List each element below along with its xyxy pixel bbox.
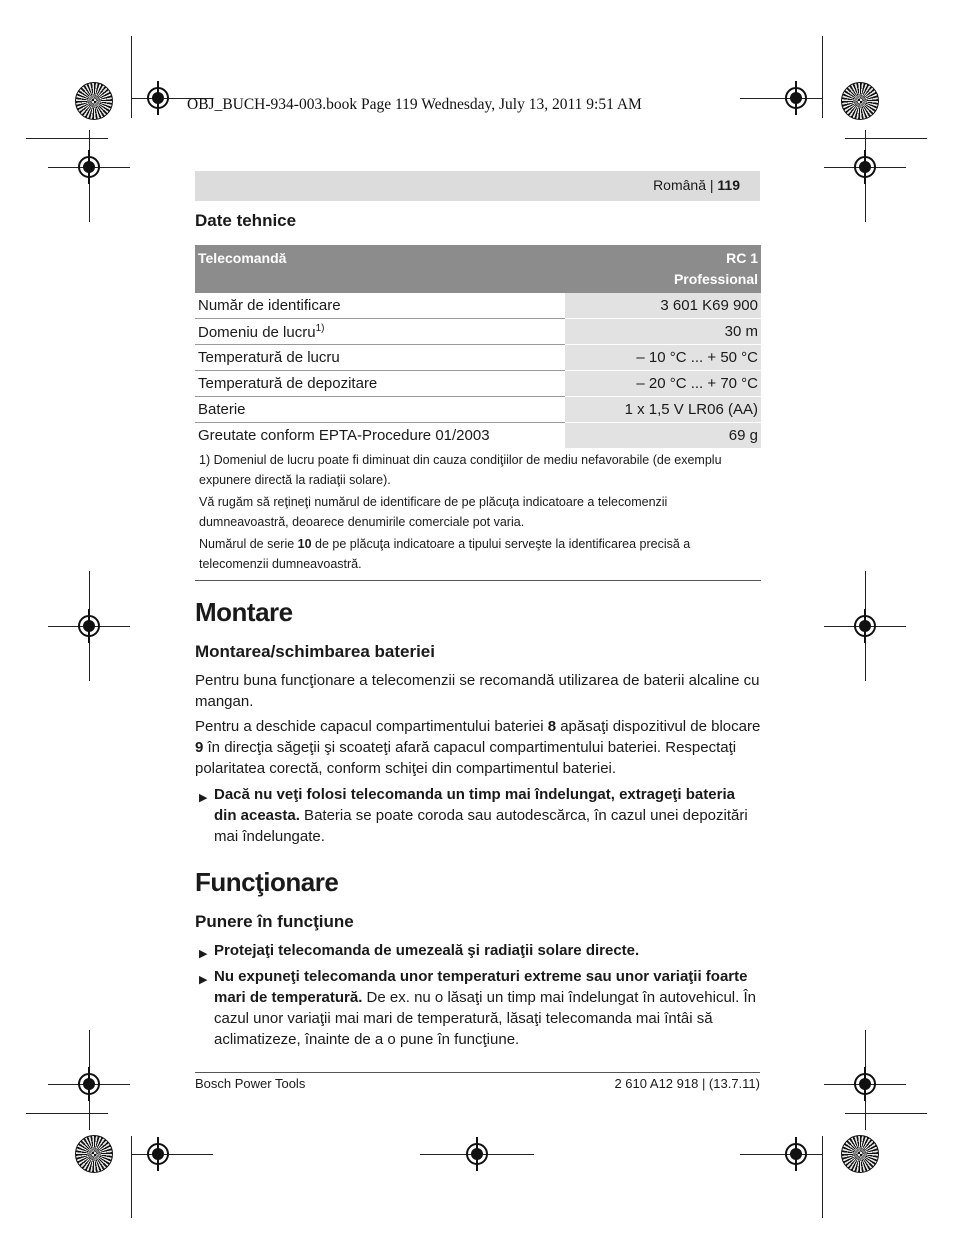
bullet-text: De ex. nu o lăsaţi un timp mai îndelungat în autovehicul. În cazul unor variaţii mai mari de temperatură, lăsaţi telecomanda mai întâi să aclimatizeze, înainte de a o pune în funcţiune. <box>214 989 756 1048</box>
crop-mark <box>131 1154 213 1155</box>
row-value: 69 g <box>565 423 761 449</box>
separator: | <box>709 177 714 193</box>
page-header <box>195 171 760 201</box>
table-notes <box>195 451 761 581</box>
table-row <box>195 319 761 345</box>
table-row <box>195 397 761 423</box>
crop-mark <box>131 1136 132 1218</box>
bullet-bold-text: Dacă nu veţi folosi telecomanda un timp mai îndelungat, extrageţi bateria din aceasta. <box>214 786 735 824</box>
model-line: Professional <box>673 271 758 287</box>
table-row <box>195 371 761 397</box>
section-heading-tech: Date tehnice <box>195 211 297 230</box>
row-label: Greutate conform EPTA-Procedure 01/2003 <box>198 427 490 444</box>
registration-mark-icon <box>854 1073 876 1095</box>
footer-brand: Bosch Power Tools <box>195 1076 306 1091</box>
note-serial: Numărul de serie 10 de pe plăcuţa indicatoare a tipului serveşte la identificarea precisă a telecomenzii dumneavoastră. <box>199 537 691 571</box>
row-value: 1 x 1,5 V LR06 (AA) <box>565 397 761 423</box>
warning-bullet <box>195 966 761 1050</box>
color-target-icon <box>75 82 113 120</box>
row-value: 30 m <box>565 319 761 345</box>
warning-bullet <box>195 940 761 961</box>
subsection-title-start: Punere în funcţiune <box>195 912 354 931</box>
row-label: Temperatură de depozitare <box>195 371 565 397</box>
row-value: – 10 °C ... + 50 °C <box>565 345 761 371</box>
paragraph: Pentru buna funcţionare a telecomenzii se recomandă utilizarea de baterii alcaline cu mangan. <box>195 672 760 710</box>
model-name: RC 1 <box>726 250 758 266</box>
row-value: 3 601 K69 900 <box>565 293 761 319</box>
subsection-title-battery: Montarea/schimbarea bateriei <box>195 642 435 661</box>
registration-mark-icon <box>466 1143 488 1165</box>
footnote-ref: 1) <box>315 322 325 334</box>
page-number: 119 <box>717 177 740 193</box>
registration-mark-icon <box>78 156 100 178</box>
row-label: Număr de identificare <box>195 293 565 319</box>
crop-mark <box>845 138 927 139</box>
bullet-arrow-icon: ▶ <box>199 792 208 804</box>
crop-mark <box>26 1113 108 1114</box>
table-row <box>195 293 761 319</box>
color-target-icon <box>75 1135 113 1173</box>
row-value: – 20 °C ... + 70 °C <box>565 371 761 397</box>
page-footer <box>195 1072 760 1091</box>
registration-mark-icon <box>78 615 100 637</box>
section-title-functionare: Funcţionare <box>195 867 339 897</box>
registration-mark-icon <box>854 615 876 637</box>
page-header-label <box>653 177 740 193</box>
table-header-label: Telecomandă <box>195 245 565 293</box>
registration-mark-icon <box>78 1073 100 1095</box>
crop-mark <box>822 1136 823 1218</box>
crop-mark <box>131 36 132 118</box>
crop-mark <box>740 98 822 99</box>
footer-doc-number: 2 610 A12 918 | (13.7.11) <box>614 1076 760 1091</box>
row-label: Temperatură de lucru <box>195 345 565 371</box>
language-label: Română <box>653 177 706 193</box>
file-header: OBJ_BUCH-934-003.book Page 119 Wednesday, July 13, 2011 9:51 AM <box>187 96 642 113</box>
registration-mark-icon <box>147 1143 169 1165</box>
bullet-text: Bateria se poate coroda sau autodescărca, în cazul unei depozitări mai îndelungate. <box>214 807 748 845</box>
tech-data-table <box>195 245 761 448</box>
bullet-bold-text: Protejaţi telecomanda de umezeală şi radiaţii solare directe. <box>214 942 640 959</box>
color-target-icon <box>841 1135 879 1173</box>
table-header-model <box>565 245 761 293</box>
crop-mark <box>26 138 108 139</box>
table-row <box>195 345 761 371</box>
registration-mark-icon <box>785 1143 807 1165</box>
footnote: 1) Domeniul de lucru poate fi diminuat din cauza condiţiilor de mediu nefavorabile (de exemplu expunere directă la radiaţii solare). <box>199 453 722 487</box>
crop-mark <box>740 1154 822 1155</box>
registration-mark-icon <box>854 156 876 178</box>
note-identification: Vă rugăm să reţineţi numărul de identificare de pe plăcuţa indicatoare a telecomenzii dumneavoastră, deoarece denumirile comerciale pot varia. <box>199 495 668 529</box>
row-label: Domeniu de lucru$^{1)}$ <box>195 319 565 345</box>
registration-mark-icon <box>785 87 807 109</box>
bullet-arrow-icon: ▶ <box>199 948 208 960</box>
paragraph: Pentru a deschide capacul compartimentului bateriei 8 apăsaţi dispozitivul de blocare 9 în direcţia săgeţii şi scoateţi afară capacul compartimentului bateriei. Respectaţi polaritatea corectă, conform schiţei din compartimentul bateriei. <box>195 718 761 777</box>
table-header-row <box>195 245 761 293</box>
crop-mark <box>822 36 823 118</box>
row-label: Baterie <box>195 397 565 423</box>
warning-bullet <box>195 784 761 847</box>
section-title-montare: Montare <box>195 597 293 627</box>
bullet-bold-text: Nu expuneţi telecomanda unor temperaturi extreme sau unor variaţii foarte mari de temperatură. <box>214 968 748 1006</box>
crop-mark <box>845 1113 927 1114</box>
bullet-arrow-icon: ▶ <box>199 974 208 986</box>
registration-mark-icon <box>147 87 169 109</box>
color-target-icon <box>841 82 879 120</box>
table-row <box>195 423 761 449</box>
